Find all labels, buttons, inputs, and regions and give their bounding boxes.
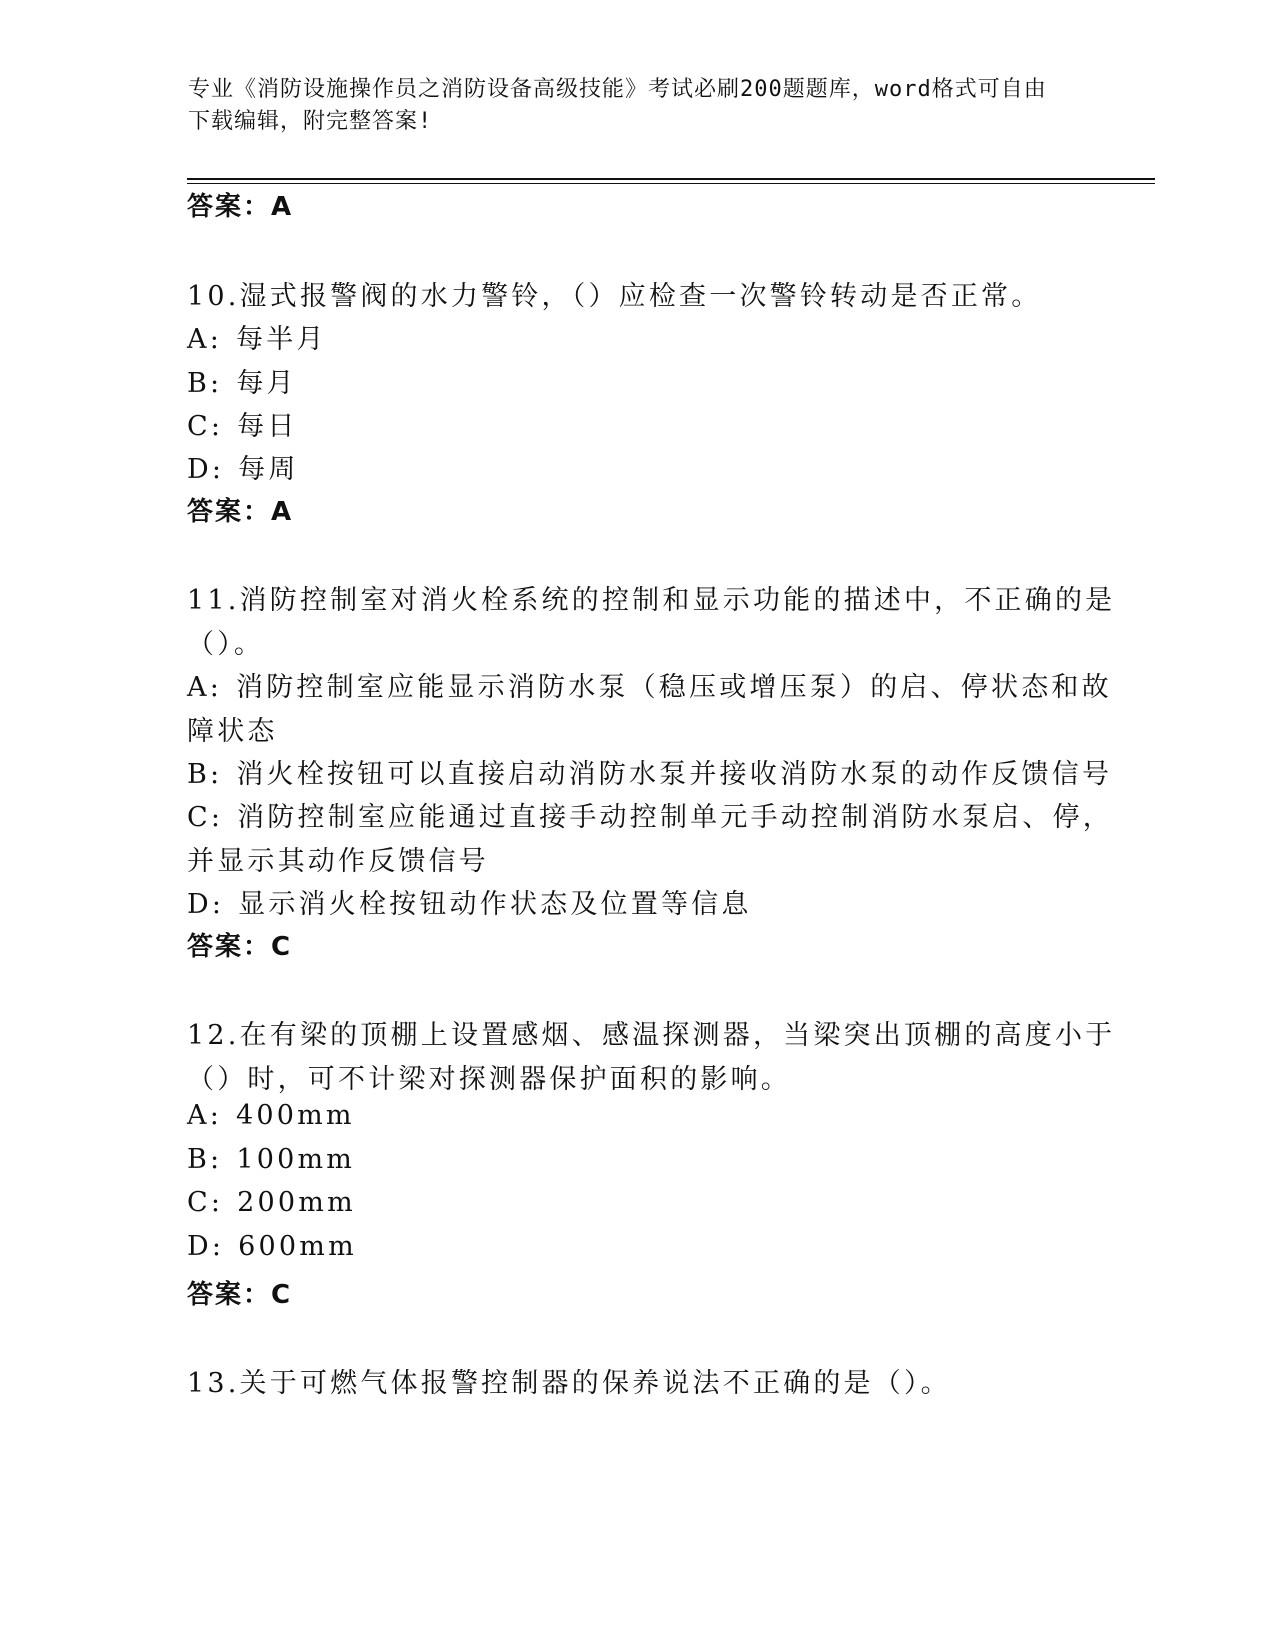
- option-text: 消防控制室应能显示消防水泵（稳压或增压泵）的启、停状态和故: [236, 672, 1112, 703]
- question-10-stem: 10.湿式报警阀的水力警铃，（）应检查一次警铃转动是否正常。: [187, 281, 1042, 312]
- question-10-option-c: [187, 404, 298, 443]
- option-label: C:: [187, 411, 224, 442]
- question-12-option-b: [187, 1144, 355, 1175]
- question-11-option-c-continued: 并显示其动作反馈信号: [187, 846, 489, 877]
- option-text: 显示消火栓按钮动作状态及位置等信息: [238, 889, 752, 920]
- header-divider-thin: [187, 183, 1155, 184]
- option-text: 每半月: [236, 324, 327, 355]
- option-text: 每月: [236, 368, 297, 399]
- question-11-stem-continued: （）。: [187, 629, 265, 660]
- option-label: A:: [187, 1100, 222, 1131]
- question-12-option-d: [187, 1231, 357, 1262]
- option-label: C:: [187, 1187, 224, 1218]
- question-12-option-a: [187, 1100, 355, 1131]
- question-13-stem: 13.关于可燃气体报警控制器的保养说法不正确的是（）。: [187, 1368, 951, 1399]
- option-label: D:: [187, 1231, 225, 1262]
- question-11-option-b: [187, 752, 1112, 791]
- option-label: B:: [187, 759, 223, 790]
- answer-previous: 答案：A: [187, 192, 294, 222]
- question-12-option-c: [187, 1187, 356, 1218]
- option-label: B:: [187, 1144, 223, 1175]
- option-text: 每日: [237, 411, 298, 442]
- question-12-answer: 答案：C: [187, 1280, 293, 1310]
- question-11-option-a-continued: 障状态: [187, 716, 278, 747]
- question-12-stem: 12.在有梁的顶棚上设置感烟、感温探测器，当梁突出顶棚的高度小于: [187, 1020, 1116, 1051]
- option-label: D:: [187, 889, 225, 920]
- question-10-answer: 答案：A: [187, 497, 294, 527]
- question-11-option-d: [187, 882, 752, 921]
- option-text: 600mm: [238, 1231, 357, 1262]
- option-text: 消防控制室应能通过直接手动控制单元手动控制消防水泵启、停，: [237, 802, 1113, 833]
- question-10-option-d: [187, 447, 299, 486]
- question-10-option-b: [187, 361, 297, 400]
- option-text: 100mm: [236, 1144, 356, 1175]
- option-label: B:: [187, 368, 223, 399]
- question-12-stem-continued: （）时，可不计梁对探测器保护面积的影响。: [187, 1064, 791, 1095]
- option-label: A:: [187, 324, 222, 355]
- question-11-answer: 答案：C: [187, 932, 293, 962]
- question-11-option-a: [187, 665, 1112, 704]
- option-label: C:: [187, 802, 224, 833]
- document-header-title: 专业《消防设施操作员之消防设备高级技能》考试必刷200题题库，word格式可自由下载编辑，附完整答案!: [188, 77, 1047, 134]
- question-11-stem: 11.消防控制室对消火栓系统的控制和显示功能的描述中，不正确的是: [187, 585, 1116, 616]
- option-label: D:: [187, 454, 225, 485]
- option-label: A:: [187, 672, 222, 703]
- question-11-option-c: [187, 795, 1113, 834]
- option-text: 200mm: [237, 1187, 356, 1218]
- option-text: 消火栓按钮可以直接启动消防水泵并接收消防水泵的动作反馈信号: [236, 759, 1113, 790]
- header-divider-thick: [187, 178, 1155, 180]
- question-10-option-a: [187, 317, 327, 356]
- option-text: 每周: [238, 454, 299, 485]
- option-text: 400mm: [236, 1100, 355, 1131]
